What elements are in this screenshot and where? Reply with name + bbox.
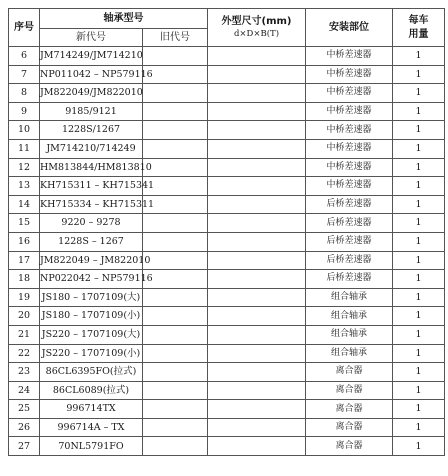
cell-dimension <box>208 121 306 140</box>
table-row <box>9 325 445 344</box>
cell-dimension <box>208 400 306 419</box>
cell-install-location: 后桥差速器 <box>306 270 393 289</box>
header-bearing-model: 轴承型号 <box>40 9 208 29</box>
cell-dimension <box>208 251 306 270</box>
cell-new-code: JS180 – 1707109(小) <box>40 307 143 326</box>
cell-install-location: 中桥差速器 <box>306 158 393 177</box>
table-row <box>9 437 445 456</box>
cell-dimension <box>208 344 306 363</box>
table-row <box>9 84 445 103</box>
cell-qty: 1 <box>393 121 445 140</box>
cell-old-code <box>143 139 208 158</box>
cell-dimension <box>208 177 306 196</box>
cell-old-code <box>143 325 208 344</box>
header-dimension-title: 外型尺寸(mm) <box>221 15 292 27</box>
header-qty-line1: 每车 <box>408 15 429 26</box>
table-row <box>9 47 445 66</box>
cell-seq: 10 <box>9 121 40 140</box>
table-row <box>9 102 445 121</box>
cell-dimension <box>208 139 306 158</box>
cell-seq: 19 <box>9 288 40 307</box>
table-body <box>9 47 445 456</box>
cell-dimension <box>208 65 306 84</box>
cell-seq: 23 <box>9 363 40 382</box>
cell-install-location: 后桥差速器 <box>306 214 393 233</box>
cell-qty: 1 <box>393 214 445 233</box>
cell-seq: 17 <box>9 251 40 270</box>
cell-install-location: 离合器 <box>306 363 393 382</box>
cell-dimension <box>208 418 306 437</box>
cell-dimension <box>208 288 306 307</box>
table-row <box>9 344 445 363</box>
cell-new-code: KH715311 – KH715341 <box>40 177 143 196</box>
table-row <box>9 139 445 158</box>
cell-seq: 21 <box>9 325 40 344</box>
cell-seq: 13 <box>9 177 40 196</box>
table-row <box>9 214 445 233</box>
cell-seq: 12 <box>9 158 40 177</box>
cell-seq: 7 <box>9 65 40 84</box>
cell-dimension <box>208 363 306 382</box>
cell-seq: 15 <box>9 214 40 233</box>
table-row <box>9 270 445 289</box>
cell-install-location: 离合器 <box>306 400 393 419</box>
cell-old-code <box>143 102 208 121</box>
cell-seq: 16 <box>9 232 40 251</box>
cell-seq: 27 <box>9 437 40 456</box>
header-new-code: 新代号 <box>40 29 143 47</box>
cell-install-location: 组合轴承 <box>306 288 393 307</box>
cell-qty: 1 <box>393 400 445 419</box>
cell-qty: 1 <box>393 102 445 121</box>
cell-new-code: JS220 – 1707109(小) <box>40 344 143 363</box>
cell-seq: 26 <box>9 418 40 437</box>
cell-new-code: JM714210/714249 <box>40 139 143 158</box>
table-row <box>9 121 445 140</box>
header-dimension <box>208 9 306 47</box>
cell-new-code: 1228S – 1267 <box>40 232 143 251</box>
cell-new-code: 9185/9121 <box>40 102 143 121</box>
header-old-code: 旧代号 <box>143 29 208 47</box>
cell-qty: 1 <box>393 177 445 196</box>
cell-qty: 1 <box>393 418 445 437</box>
cell-old-code <box>143 121 208 140</box>
cell-seq: 22 <box>9 344 40 363</box>
table-row <box>9 418 445 437</box>
cell-old-code <box>143 47 208 66</box>
table-row <box>9 158 445 177</box>
table-row <box>9 177 445 196</box>
header-qty <box>393 9 445 47</box>
cell-old-code <box>143 363 208 382</box>
cell-dimension <box>208 325 306 344</box>
cell-qty: 1 <box>393 437 445 456</box>
cell-old-code <box>143 344 208 363</box>
cell-old-code <box>143 307 208 326</box>
cell-new-code: 996714TX <box>40 400 143 419</box>
cell-qty: 1 <box>393 363 445 382</box>
cell-install-location: 组合轴承 <box>306 307 393 326</box>
cell-seq: 24 <box>9 381 40 400</box>
header-dimension-formula: d×D×B(T) <box>233 28 280 39</box>
cell-seq: 11 <box>9 139 40 158</box>
cell-dimension <box>208 381 306 400</box>
header-install-location: 安装部位 <box>306 9 393 47</box>
cell-new-code: JM714249/JM714210 <box>40 47 143 66</box>
cell-new-code: 996714A – TX <box>40 418 143 437</box>
cell-install-location: 中桥差速器 <box>306 139 393 158</box>
cell-install-location: 组合轴承 <box>306 325 393 344</box>
cell-install-location: 中桥差速器 <box>306 84 393 103</box>
cell-install-location: 中桥差速器 <box>306 65 393 84</box>
cell-old-code <box>143 288 208 307</box>
cell-new-code: 86CL6089(拉式) <box>40 381 143 400</box>
cell-qty: 1 <box>393 251 445 270</box>
cell-dimension <box>208 84 306 103</box>
table-row <box>9 400 445 419</box>
cell-install-location: 中桥差速器 <box>306 47 393 66</box>
cell-old-code <box>143 400 208 419</box>
cell-dimension <box>208 158 306 177</box>
table-row <box>9 195 445 214</box>
cell-dimension <box>208 195 306 214</box>
cell-new-code: NP011042 – NP579116 <box>40 65 143 84</box>
cell-qty: 1 <box>393 288 445 307</box>
cell-qty: 1 <box>393 47 445 66</box>
cell-new-code: 70NL5791FO <box>40 437 143 456</box>
cell-install-location: 离合器 <box>306 418 393 437</box>
cell-seq: 9 <box>9 102 40 121</box>
cell-new-code: 86CL6395FO(拉式) <box>40 363 143 382</box>
cell-qty: 1 <box>393 307 445 326</box>
cell-install-location: 中桥差速器 <box>306 177 393 196</box>
cell-dimension <box>208 102 306 121</box>
cell-new-code: KH715334 – KH715311 <box>40 195 143 214</box>
cell-seq: 20 <box>9 307 40 326</box>
table-row <box>9 381 445 400</box>
header-row-top <box>9 9 445 29</box>
cell-new-code: NP022042 – NP579116 <box>40 270 143 289</box>
cell-qty: 1 <box>393 158 445 177</box>
cell-dimension <box>208 232 306 251</box>
bearing-table <box>8 8 445 456</box>
cell-qty: 1 <box>393 381 445 400</box>
table-row <box>9 288 445 307</box>
cell-qty: 1 <box>393 344 445 363</box>
table-row <box>9 307 445 326</box>
header-qty-line2: 用量 <box>408 28 429 40</box>
cell-dimension <box>208 307 306 326</box>
cell-qty: 1 <box>393 139 445 158</box>
cell-seq: 8 <box>9 84 40 103</box>
cell-seq: 25 <box>9 400 40 419</box>
cell-qty: 1 <box>393 84 445 103</box>
cell-old-code <box>143 158 208 177</box>
cell-dimension <box>208 47 306 66</box>
cell-old-code <box>143 214 208 233</box>
cell-new-code: JM822049 – JM822010 <box>40 251 143 270</box>
cell-new-code: HM813844/HM813810 <box>40 158 143 177</box>
cell-new-code: JS180 – 1707109(大) <box>40 288 143 307</box>
cell-new-code: JM822049/JM822010 <box>40 84 143 103</box>
cell-install-location: 离合器 <box>306 437 393 456</box>
table-row <box>9 232 445 251</box>
cell-old-code <box>143 437 208 456</box>
table-row <box>9 65 445 84</box>
cell-dimension <box>208 437 306 456</box>
cell-install-location: 后桥差速器 <box>306 251 393 270</box>
cell-old-code <box>143 232 208 251</box>
cell-install-location: 后桥差速器 <box>306 195 393 214</box>
cell-seq: 18 <box>9 270 40 289</box>
cell-seq: 6 <box>9 47 40 66</box>
cell-new-code: JS220 – 1707109(大) <box>40 325 143 344</box>
cell-new-code: 1228S/1267 <box>40 121 143 140</box>
cell-install-location: 中桥差速器 <box>306 102 393 121</box>
cell-dimension <box>208 214 306 233</box>
cell-old-code <box>143 418 208 437</box>
cell-old-code <box>143 251 208 270</box>
cell-qty: 1 <box>393 195 445 214</box>
cell-qty: 1 <box>393 270 445 289</box>
cell-new-code: 9220 – 9278 <box>40 214 143 233</box>
cell-qty: 1 <box>393 325 445 344</box>
cell-qty: 1 <box>393 232 445 251</box>
cell-install-location: 中桥差速器 <box>306 121 393 140</box>
cell-dimension <box>208 270 306 289</box>
table-row <box>9 251 445 270</box>
cell-seq: 14 <box>9 195 40 214</box>
table-row <box>9 363 445 382</box>
cell-install-location: 后桥差速器 <box>306 232 393 251</box>
cell-install-location: 组合轴承 <box>306 344 393 363</box>
cell-old-code <box>143 84 208 103</box>
cell-install-location: 离合器 <box>306 381 393 400</box>
cell-old-code <box>143 381 208 400</box>
header-seq: 序号 <box>9 9 40 47</box>
cell-qty: 1 <box>393 65 445 84</box>
